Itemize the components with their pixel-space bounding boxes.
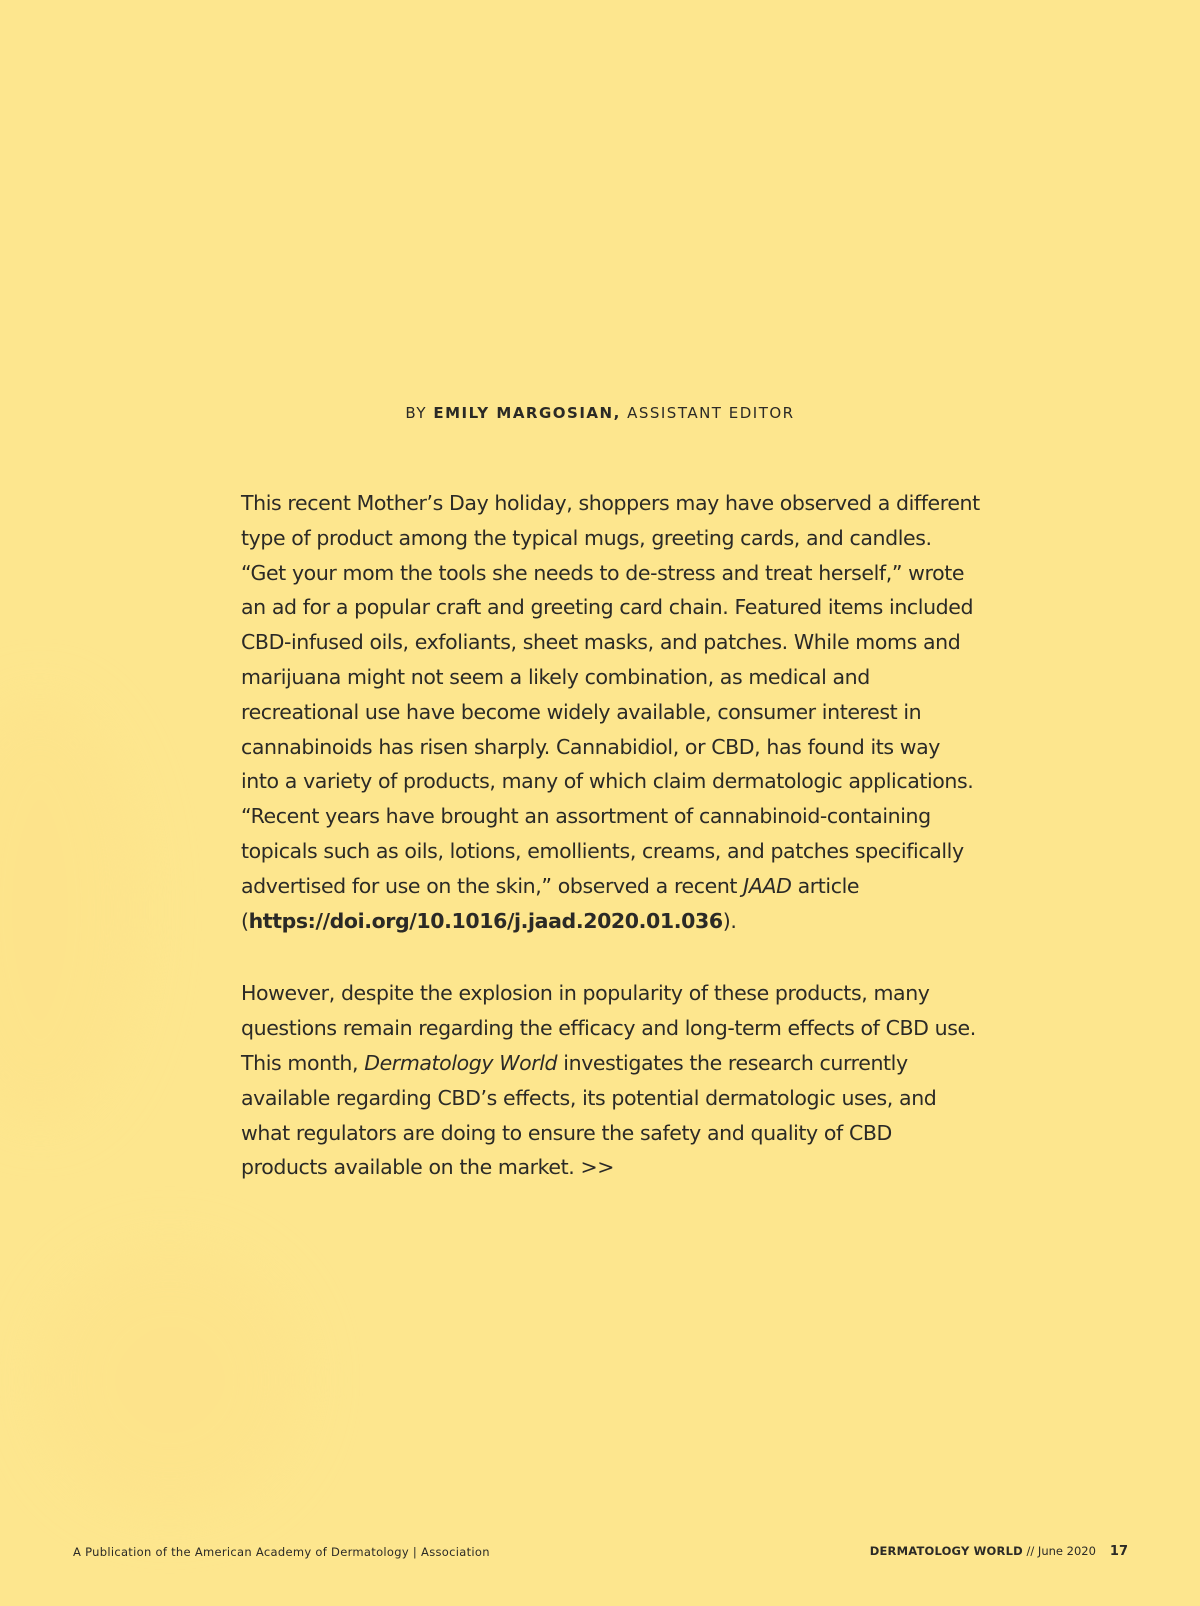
- background-shape: [0, 700, 140, 1120]
- doi-link[interactable]: https://doi.org/10.1016/j.jaad.2020.01.036: [248, 908, 723, 933]
- author-role: ASSISTANT EDITOR: [627, 404, 795, 422]
- byline: [0, 404, 1200, 422]
- paragraph-2-text: However, despite the explosion in popularity of these products, many questions remain regarding the efficacy and long-term effects of CBD use. This month,: [241, 981, 976, 1075]
- page-number: 17: [1109, 1544, 1128, 1559]
- footer-publisher: A Publication of the American Academy of Dermatology | Association: [73, 1545, 490, 1559]
- paragraph-2-text-cont: investigates the research currently available regarding CBD’s effects, its potential dermatologic uses, and what regulators are doing to ensure the safety and quality of CBD products available on the market. >>: [241, 1050, 937, 1180]
- footer-issue-info: [870, 1544, 1128, 1559]
- footer-issue: // June 2020: [1022, 1544, 1096, 1558]
- journal-name: JAAD: [743, 873, 792, 898]
- paragraph-2: [241, 976, 981, 1185]
- article-body: [241, 486, 981, 1223]
- byline-prefix: BY: [405, 404, 428, 422]
- paragraph-1: [241, 486, 981, 938]
- author-name: EMILY MARGOSIAN,: [433, 404, 621, 422]
- paragraph-1-text-cont: article (: [241, 873, 860, 933]
- paragraph-1-text: This recent Mother’s Day holiday, shoppers may have observed a different type of product among the typical mugs, greeting cards, and candles. “Get your mom the tools she needs to de-stress and treat herself,” wrote an ad for a popular craft and greeting card chain. Featured items included CBD-infused oils, exfoliants, sheet masks, and patches. While moms and marijuana might not seem a likely combination, as medical and recreational use have become widely available, consumer interest in cannabinoids has risen sharply. Cannabidiol, or CBD, has found its way into a variety of products, many of which claim dermatologic applications. “Recent years have brought an assortment of cannabinoid-containing topicals such as oils, lotions, emollients, creams, and patches specifically advertised for use on the skin,” observed a recent: [241, 491, 980, 898]
- background-shape: [40, 1250, 300, 1510]
- magazine-name: Dermatology World: [364, 1050, 558, 1075]
- paragraph-1-end: ).: [722, 908, 737, 933]
- footer-magazine: DERMATOLOGY WORLD: [869, 1544, 1023, 1558]
